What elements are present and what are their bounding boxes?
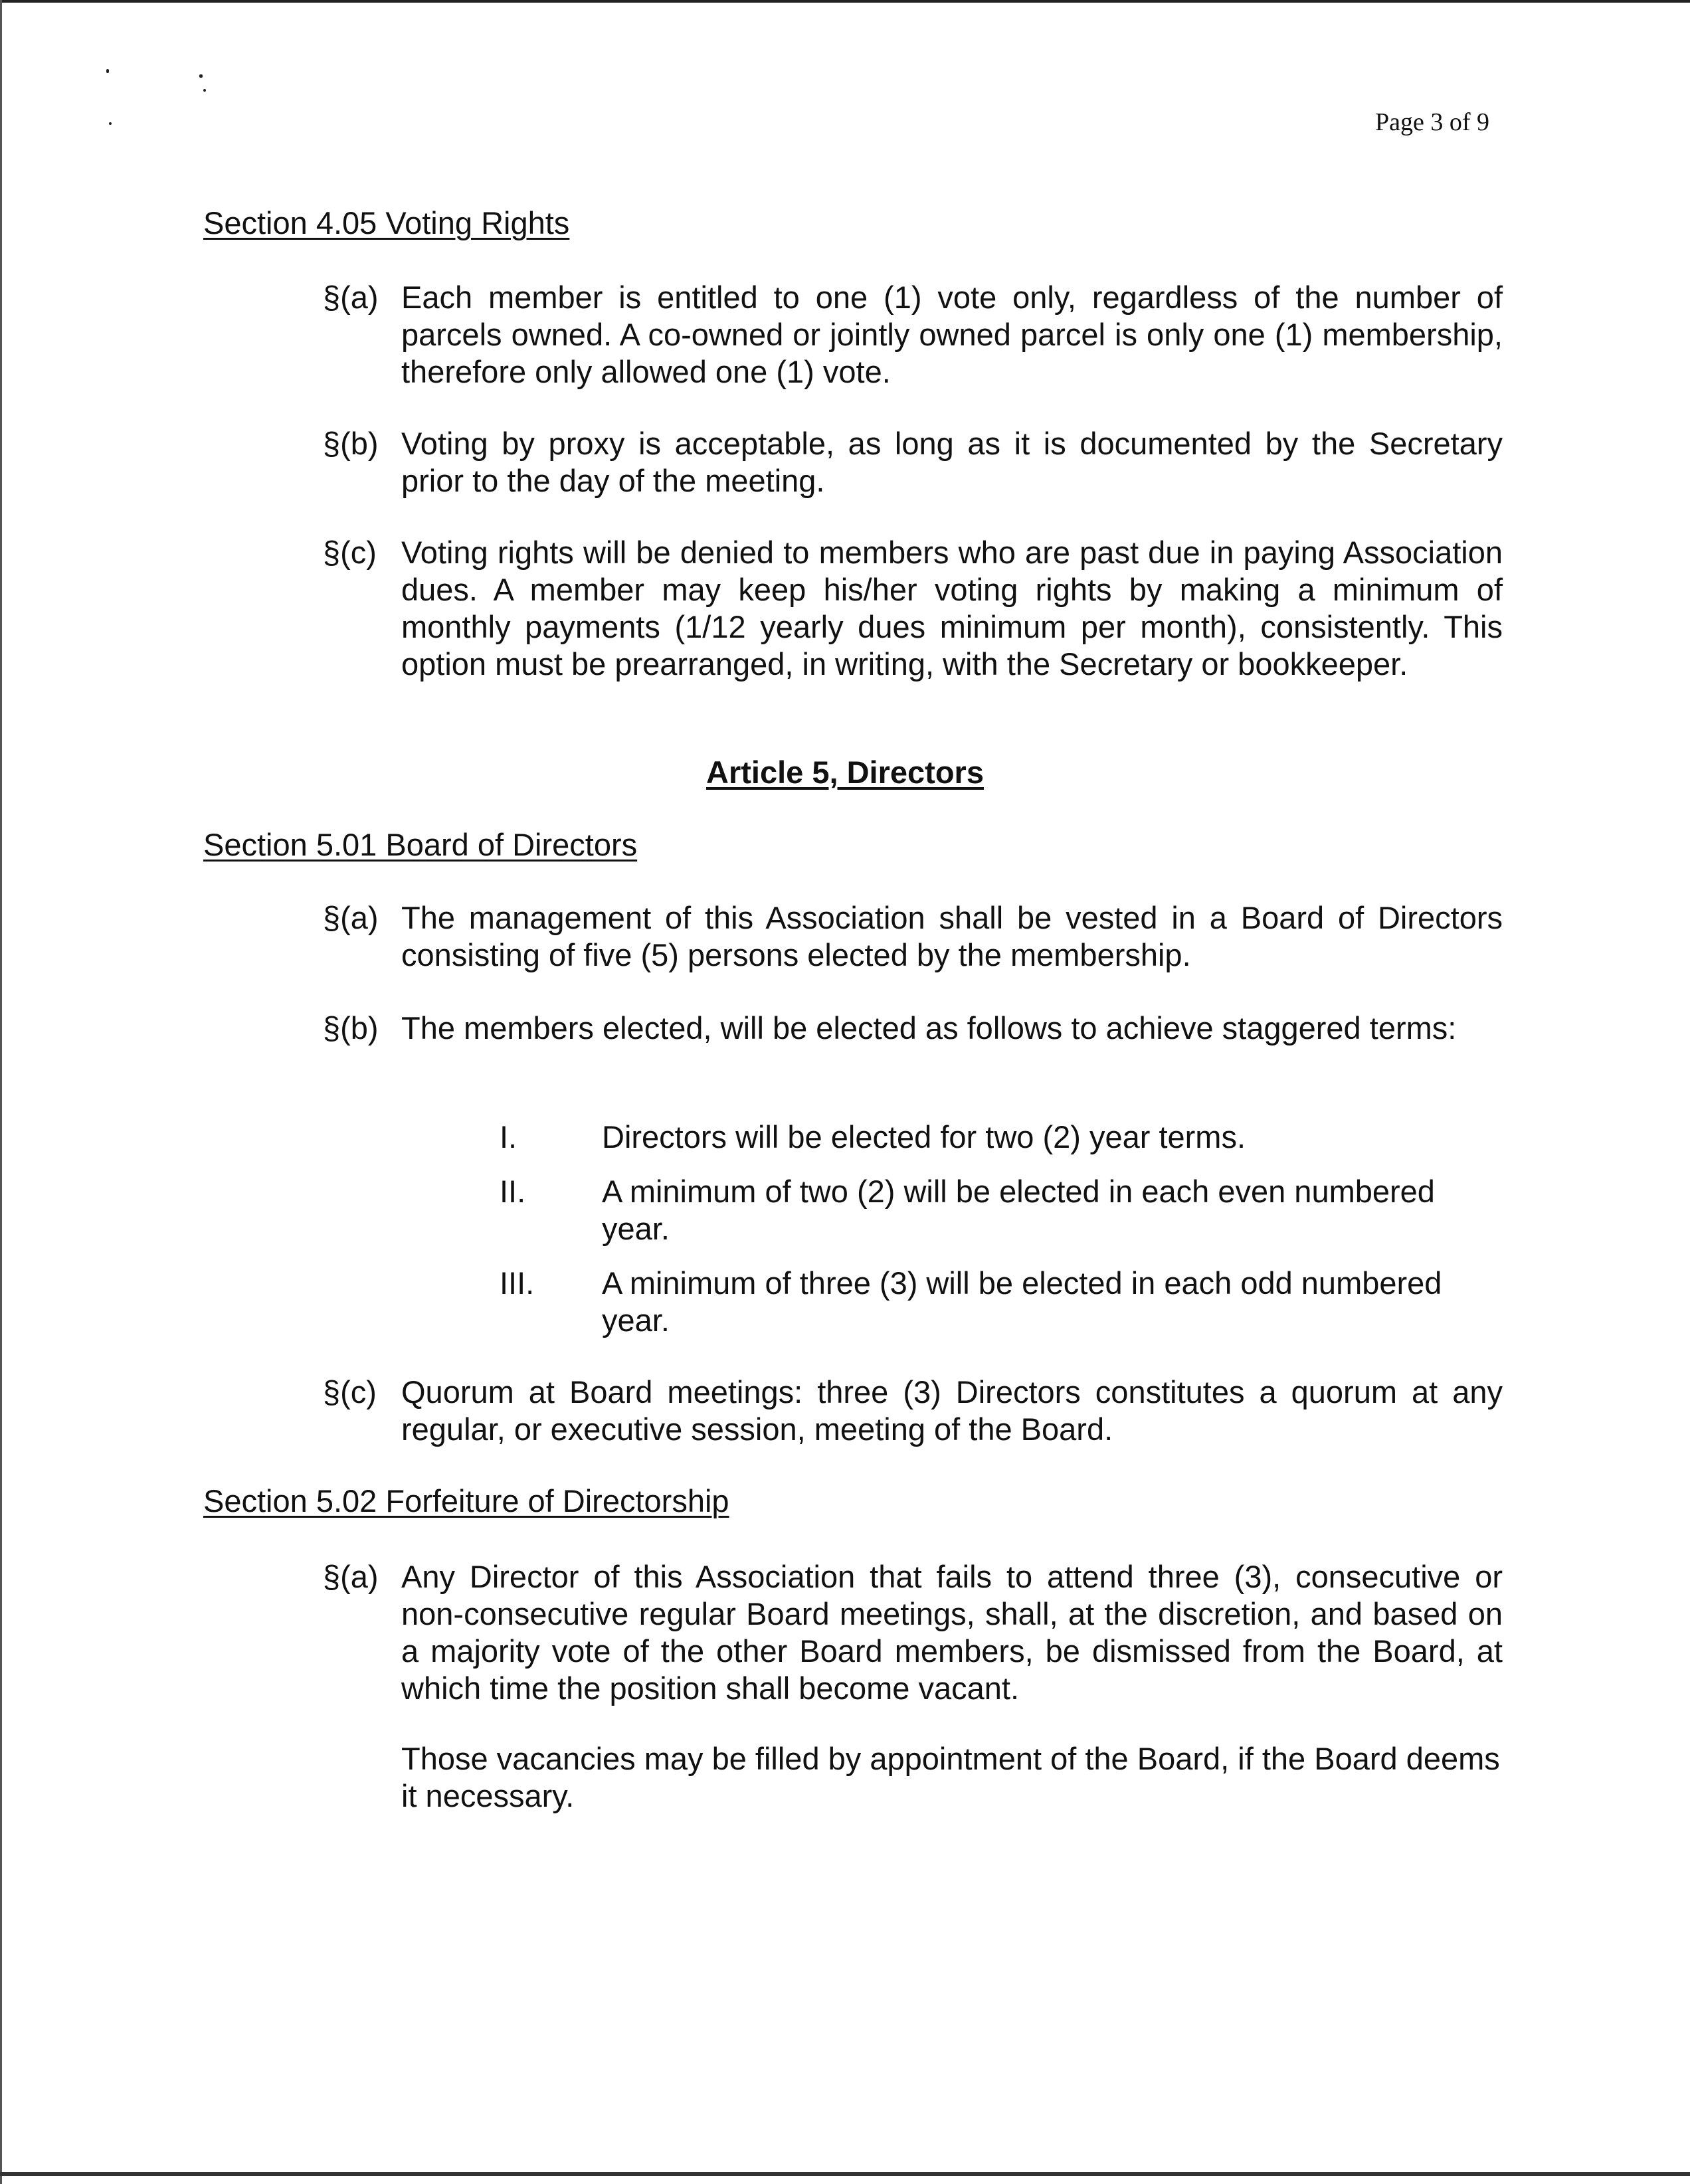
list-numeral: I. (500, 1119, 517, 1154)
list-item (500, 1119, 1503, 1156)
scan-edge-bottom (0, 2172, 1690, 2176)
scan-speck (106, 69, 109, 73)
scan-speck (199, 74, 203, 78)
clause-marker: §(a) (323, 900, 379, 935)
clause-marker: §(a) (323, 1559, 379, 1594)
clause-text: Any Director of this Association that fails to attend three (3), consecutive or non-consecutive regular Board meetings, shall, at the discretion, and based on a majority vote of the other Board members, be dismissed from the Board, at which time the position shall become vacant. (401, 1559, 1503, 1706)
list-numeral: III. (500, 1265, 535, 1301)
clause-marker: §(c) (323, 535, 377, 570)
article-heading: Article 5, Directors (706, 755, 984, 790)
clause-marker: §(a) (323, 280, 379, 315)
clause (323, 425, 1503, 500)
section-heading: Section 5.01 Board of Directors (203, 827, 638, 862)
clause (323, 534, 1503, 683)
clause-text: The members elected, will be elected as follows to achieve staggered terms: (401, 1010, 1457, 1046)
list-text: A minimum of three (3) will be elected in each odd numbered year. (602, 1265, 1442, 1338)
clause-text: Voting by proxy is acceptable, as long as it is documented by the Secretary prior to the day of the meeting. (401, 426, 1503, 498)
clause-text: Voting rights will be denied to members who are past due in paying Association dues. A member may keep his/her voting rights by making a minimum of monthly payments (1/12 yearly dues minimum per month), consistently. This option must be prearranged, in writing, with the Secretary or bookkeeper. (401, 535, 1503, 682)
clause-text: The management of this Association shall be vested in a Board of Directors consisting of five (5) persons elected by the membership. (401, 900, 1503, 972)
paragraph: Those vacancies may be filled by appointment of the Board, if the Board deems it necessary. (401, 1741, 1500, 1813)
list-item (500, 1265, 1503, 1339)
section-heading: Section 4.05 Voting Rights (203, 205, 570, 240)
clause-text: Each member is entitled to one (1) vote only, regardless of the number of parcels owned. A co-owned or jointly owned parcel is only one (1) membership, therefore only allowed one (1) vote. (401, 280, 1503, 389)
list-text: Directors will be elected for two (2) year terms. (602, 1119, 1246, 1154)
clause-text: Quorum at Board meetings: three (3) Directors constitutes a quorum at any regular, or executive session, meeting of the Board. (401, 1374, 1503, 1447)
clause (323, 279, 1503, 391)
scan-edge-left (0, 0, 2, 2184)
clause (323, 1558, 1503, 1707)
scan-speck (203, 89, 206, 92)
clause-marker: §(b) (323, 1010, 379, 1046)
section-heading: Section 5.02 Forfeiture of Directorship (203, 1483, 729, 1518)
clause (323, 1374, 1503, 1448)
list-text: A minimum of two (2) will be elected in each even numbered year. (602, 1174, 1435, 1246)
list-item (500, 1173, 1503, 1247)
clause-marker: §(c) (323, 1374, 377, 1410)
scan-speck (109, 122, 112, 125)
clause (323, 899, 1503, 974)
list-numeral: II. (500, 1174, 526, 1209)
scan-edge-top (0, 0, 1690, 3)
clause (323, 1010, 1503, 1047)
page-number: Page 3 of 9 (1375, 108, 1490, 136)
clause-marker: §(b) (323, 426, 379, 461)
